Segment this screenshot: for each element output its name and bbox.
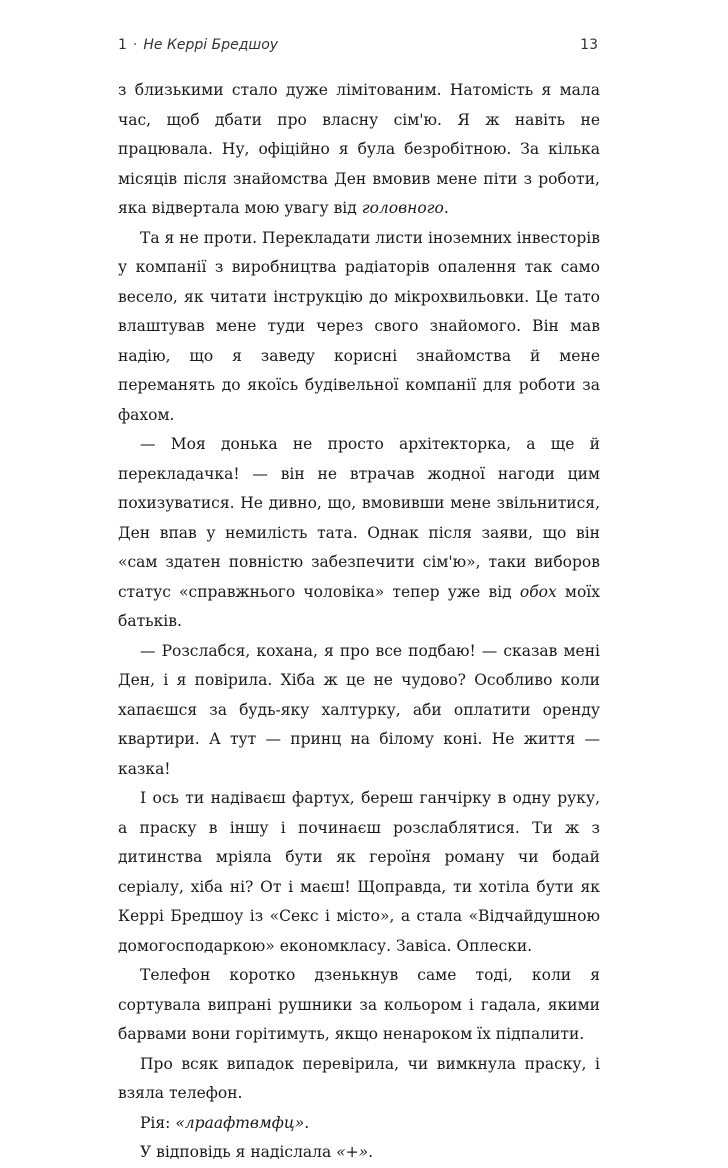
text-run: . bbox=[304, 1113, 310, 1132]
italic-text: головного bbox=[361, 199, 444, 217]
paragraph bbox=[118, 784, 600, 961]
text-run: моїх батьків. bbox=[118, 582, 601, 630]
page-number: 13 bbox=[580, 37, 598, 53]
running-head-left bbox=[118, 37, 278, 53]
header-separator: · bbox=[132, 37, 138, 53]
italic-text: «лраафтвмфц» bbox=[175, 1113, 305, 1132]
text-run: Рія: bbox=[140, 1113, 176, 1132]
paragraph bbox=[118, 961, 600, 1050]
paragraph bbox=[118, 430, 600, 637]
paragraph bbox=[118, 76, 600, 224]
running-head bbox=[118, 37, 598, 65]
paragraph bbox=[118, 1050, 600, 1109]
paragraph bbox=[118, 637, 600, 785]
paragraph bbox=[118, 1109, 600, 1139]
text-run: У відповідь я надіслала bbox=[140, 1143, 337, 1161]
paragraph bbox=[118, 1138, 600, 1168]
italic-text: «+» bbox=[336, 1143, 369, 1161]
text-run: . bbox=[368, 1143, 374, 1161]
text-run: — Моя донька не просто архітекторка, а ще й перекладачка! — він не втрачав жодної нагоди цим похизуватися. Не дивно, що, вмовивши мене звільнитися, Ден впав у немилість тата. Однак після заяви, що він «сам здатен повністю забезпечити сім'ю», таки виборов статус «справжнього чоловіка» тепер уже від bbox=[118, 435, 600, 601]
text-run: з близькими стало дуже лімітованим. Натомість я мала час, щоб дбати про власну сім'ю. Я ж навіть не працювала. Ну, офіційно я була безробітною. За кілька місяців після знайомства Ден вмовив мене піти з роботи, яка відвертала мою увагу від bbox=[118, 81, 600, 217]
text-run: . bbox=[443, 199, 449, 217]
text-run: Телефон коротко дзенькнув саме тоді, коли я сортувала випрані рушники за кольором і гадала, якими барвами вони горітимуть, якщо ненароком їх підпалити. bbox=[118, 966, 600, 1043]
italic-text: обох bbox=[519, 582, 557, 601]
text-run: Та я не проти. Перекладати листи іноземних інвесторів у компанії з виробництва радіаторів опалення так само весело, як читати інструкцію до мікрохвильовки. Це тато влаштував мене туди через свого знайомого. Він мав надію, що я заведу корисні знайомства й мене переманять до якоїсь будівельної компанії для роботи за фахом. bbox=[118, 228, 600, 424]
text-run: І ось ти надіваєш фартух, береш ганчірку в одну руку, а праску в іншу і починаєш розслаблятися. Ти ж з дитинства мріяла бути як героїня роману чи бодай серіалу, хіба ні? От і маєш! Щоправда, ти хотіла бути як Керрі Бредшоу із «Секс і місто», а стала «Відчайдушною домогосподаркою» економкласу. Завіса. Оплески. bbox=[118, 789, 600, 955]
body-text bbox=[118, 76, 600, 1168]
chapter-title: Не Керрі Бредшоу bbox=[143, 37, 279, 53]
text-run: — Розслабся, кохана, я про все подбаю! — сказав мені Ден, і я повірила. Хіба ж це не чудово? Особливо коли хапаєшся за будь-яку халтурку, аби оплатити оренду квартири. А тут — принц на білому коні. Не життя — казка! bbox=[118, 641, 600, 778]
paragraph bbox=[118, 224, 600, 431]
chapter-number: 1 bbox=[118, 37, 127, 53]
text-run: Про всяк випадок перевірила, чи вимкнула праску, і взяла телефон. bbox=[118, 1054, 600, 1102]
